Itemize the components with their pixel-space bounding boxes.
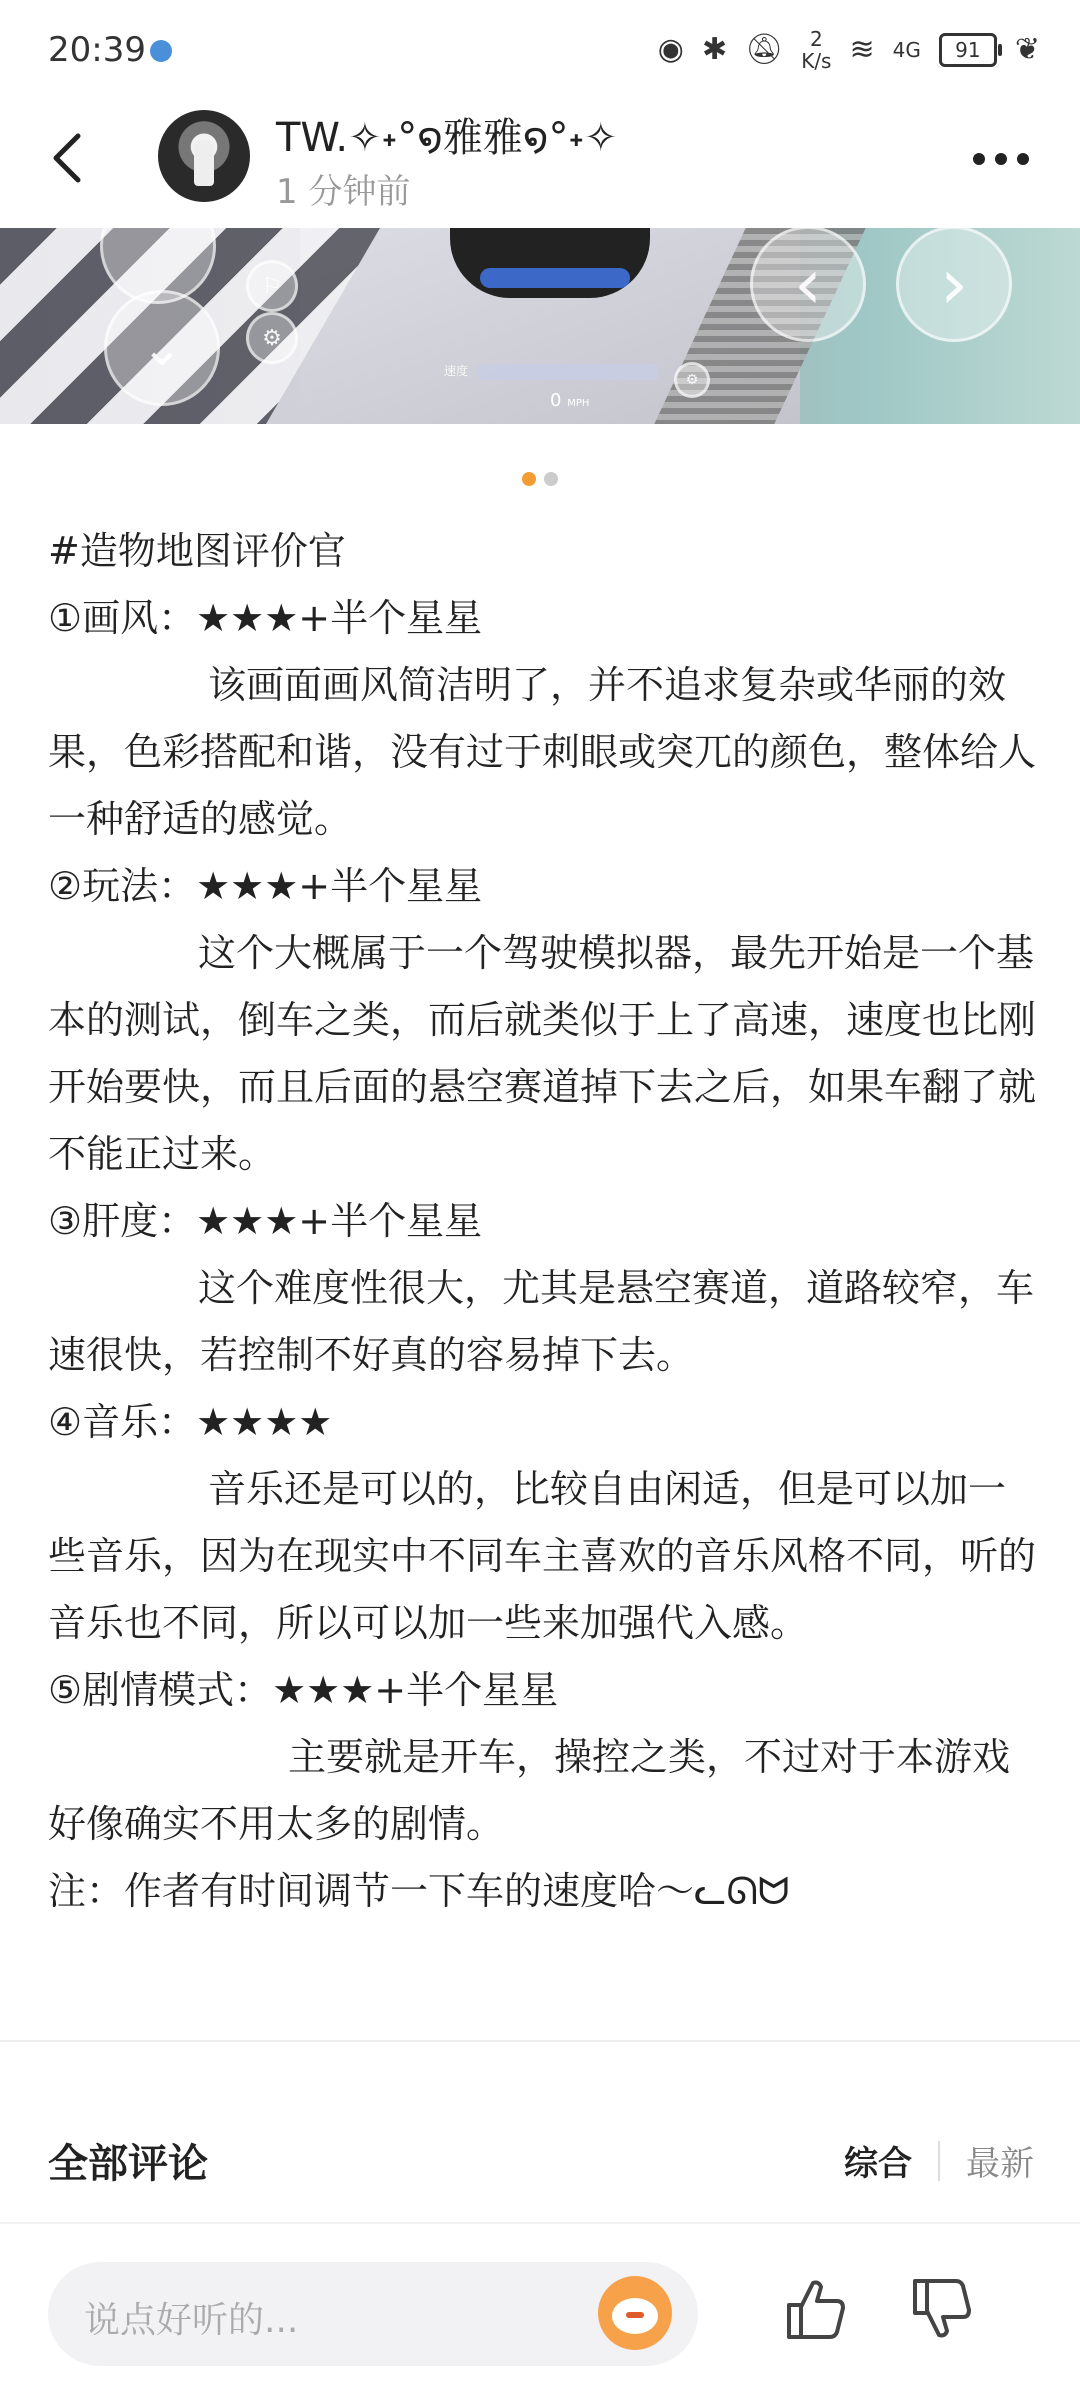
comment-sort [844, 2136, 1034, 2185]
comments-header [0, 2042, 1080, 2222]
back-arrow-icon [48, 128, 88, 188]
author-note: 注：作者有时间调节一下车的速度哈～ᓚᘏᗢ [48, 1869, 790, 1913]
more-dot-icon [995, 153, 1007, 165]
dislike-button[interactable] [896, 2264, 986, 2354]
left-chevron-icon: ‹ [750, 228, 866, 342]
leaf-icon: ❦ [1014, 32, 1040, 67]
section-text: 这个难度性很大，尤其是悬空赛道，道路较窄，车速很快，若控制不好真的容易掉下去。 [48, 1266, 1035, 1377]
post-content [48, 518, 1038, 1925]
signal-icon: 4G [892, 38, 921, 62]
section-text: 音乐还是可以的，比较自由闲适，但是可以加一些音乐，因为在现实中不同车主喜欢的音乐风格不同，听的音乐也不同，所以可以加一些来加强代入感。 [48, 1467, 1037, 1645]
speed-bar [478, 364, 658, 380]
section-title: ④音乐：★★★★ [48, 1400, 333, 1444]
thumbs-down-icon [905, 2273, 977, 2345]
game-button-icon: ⚙ [674, 362, 710, 398]
sort-separator [938, 2141, 940, 2181]
battery-icon: 91 [939, 33, 997, 67]
topic-tag[interactable]: #造物地图评价官 [48, 529, 346, 573]
more-options-button[interactable] [966, 144, 1036, 174]
author-name[interactable]: TW.✧˖°໑雅雅໑°˖✧ [276, 115, 618, 161]
back-button[interactable] [48, 128, 108, 198]
more-dot-icon [973, 153, 985, 165]
section-title: ②玩法：★★★+半个星星 [48, 864, 483, 908]
emoji-mascot-icon[interactable] [598, 2276, 672, 2350]
section-text: 该画面画风简洁明了，并不追求复杂或华丽的效果，色彩搭配和谐，没有过于刺眼或突兀的颜色，整体给人一种舒适的感觉。 [48, 663, 1037, 841]
post-time: 1 分钟前 [276, 172, 411, 212]
post-header [0, 100, 1080, 230]
sort-latest-tab[interactable]: 最新 [966, 2144, 1034, 2184]
mute-bell-icon: 🔕︎ [745, 32, 784, 67]
right-chevron-icon: › [896, 228, 1012, 342]
comment-placeholder: 说点好听的... [84, 2300, 299, 2341]
post-image-carousel[interactable] [0, 228, 1080, 424]
status-icons [658, 22, 1040, 78]
carousel-dot [544, 472, 558, 486]
section-title: ⑤剧情模式：★★★+半个星星 [48, 1668, 559, 1712]
wifi-icon: ≋ [849, 32, 875, 67]
down-arrow-icon: ⌄ [104, 290, 220, 406]
status-time: 20:39 [48, 30, 146, 70]
status-bar [0, 0, 1080, 100]
speed-value: 0 MPH [550, 390, 590, 411]
section-title: ③肝度：★★★+半个星星 [48, 1199, 483, 1243]
section-text: 这个大概属于一个驾驶模拟器，最先开始是一个基本的测试，倒车之类，而后就类似于上了高速，速度也比刚开始要快，而且后面的悬空赛道掉下去之后，如果车翻了就不能正过来。 [48, 931, 1037, 1176]
app-notification-icon [150, 40, 172, 62]
net-speed: 2 K/s [801, 27, 832, 73]
more-dot-icon [1017, 153, 1029, 165]
comment-input[interactable] [48, 2262, 698, 2366]
author-avatar[interactable] [158, 110, 250, 202]
sort-comprehensive-tab[interactable]: 综合 [844, 2144, 912, 2184]
like-button[interactable] [770, 2264, 860, 2354]
speed-label: 速度 [444, 364, 469, 378]
eye-icon: ◉ [657, 32, 684, 67]
bluetooth-icon: ✱ [701, 32, 728, 67]
game-button-icon: ⚐ [246, 260, 298, 312]
game-button-icon: ⚙ [246, 312, 298, 364]
carousel-dot-active [522, 472, 536, 486]
carousel-indicator [0, 472, 1080, 492]
section-title: ①画风：★★★+半个星星 [48, 596, 483, 640]
section-text: 主要就是开车，操控之类，不过对于本游戏好像确实不用太多的剧情。 [48, 1735, 1011, 1846]
comments-title: 全部评论 [48, 2141, 208, 2187]
thumbs-up-icon [779, 2273, 851, 2345]
comment-bar [0, 2222, 1080, 2402]
